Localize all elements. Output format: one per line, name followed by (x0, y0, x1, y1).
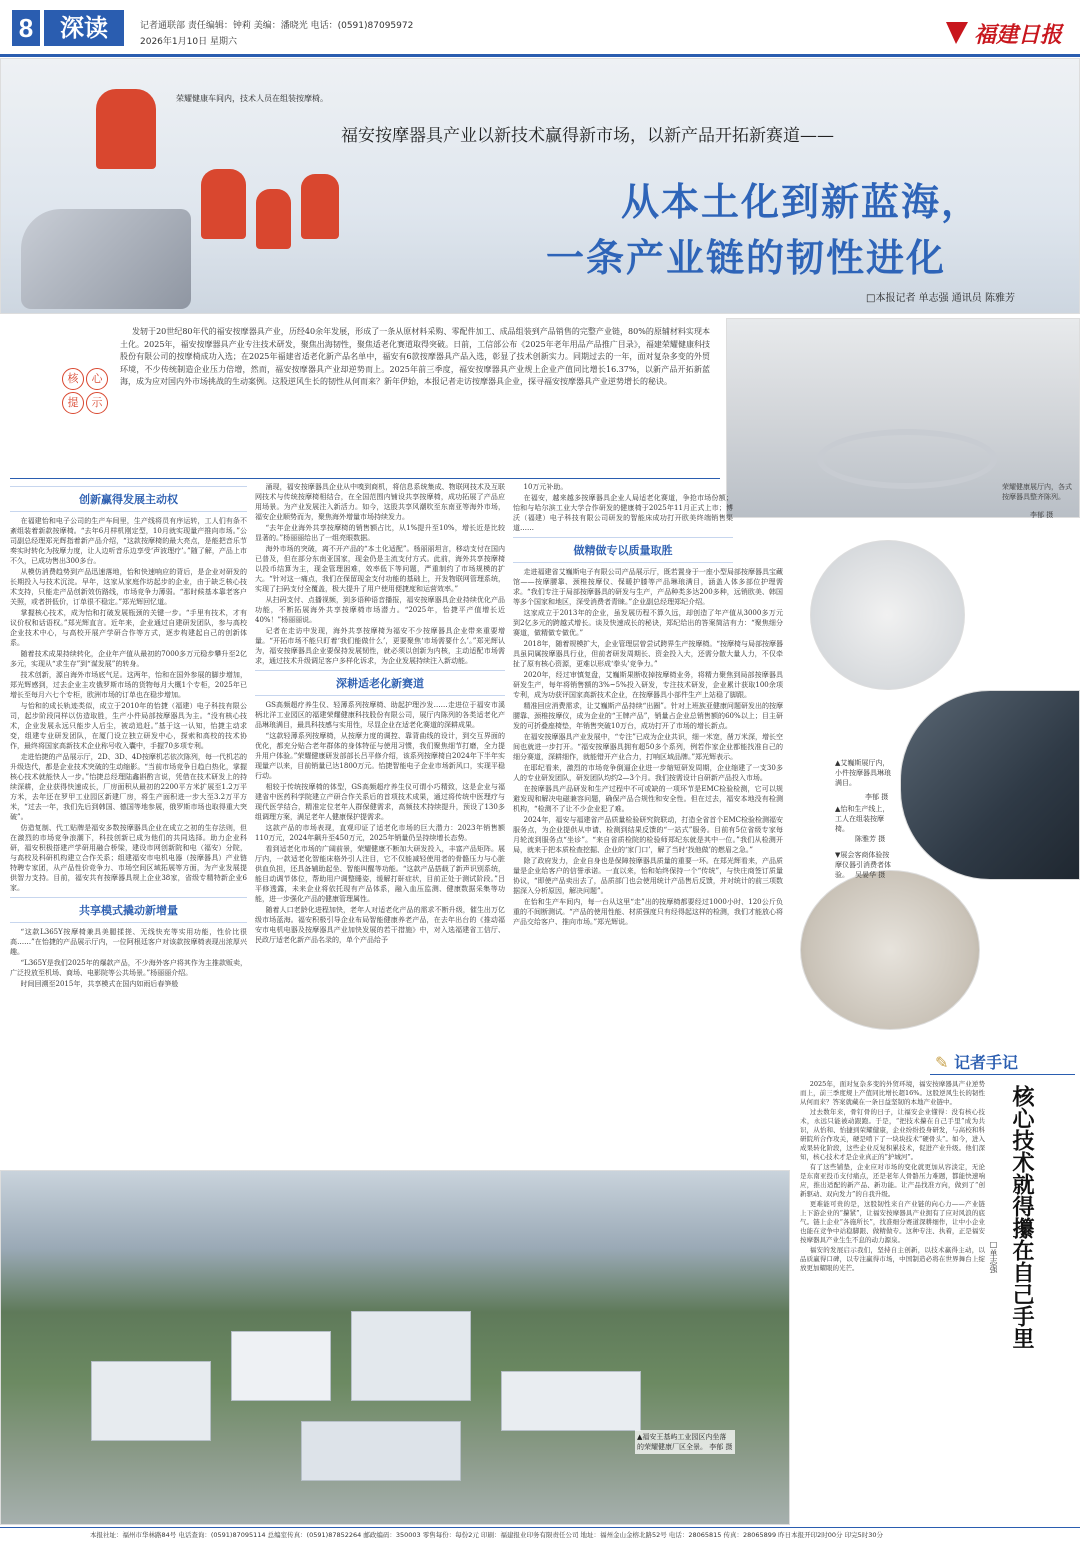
paragraph: 过去数年来，骨钉骨的日子，让福安企业懂得：没有核心技术，永远只能被动跟跑。于是，“把技术攥在自己手里”成为共识，从怡和、怡捷到荣耀健康，企业纷纷投身研发，与高校和科研院所合作攻关，硬是啃下了一块块技术“硬骨头”。如今，进入成果转化阶段，这些企业反复积累技术，促进产业升级。他们深知，核心技术才是企业真正的“护城河”。 (800, 1108, 985, 1161)
notebook-title: 核心技术就得攥在自己手里 (1009, 1085, 1035, 1349)
paragraph: 走进怡捷的产品展示厅，2D、3D、4D按摩机芯依次陈列，每一代机芯的升级迭代，都是企业技术突破的生动缩影。“当前市场竞争日趋白热化，掌握核心技术就能快人一步。”怡捷总经理陆鑫斟酌言说，凭借在技术研发上的持续深耕，企业获得快速成长，厂房面积从最初的2200平方米扩展至1.2万平方米，去年还在罗甲工业园区新建厂房，将生产面积进一步大至3.2万平方米，“过去一年，我们先后到韩国、德国等地参展，俄罗斯市场也取得重大突破”。 (10, 753, 247, 821)
paragraph: 看到适老化市场的广阔前景，荣耀健康不断加大研发投入，丰富产品矩阵。展厅内，一款适老化智能床格外引人注目，它不仅能减轻使用者的骨骼压力与心脏供血负担，还具备辅助起坐、智能叫醒等功能。“这款产品搭载了新声识别系统，能目动调节体位，帮助用户调整睡姿，缓解打鼾症状，目前正处于测试阶段。”吕平修透露，未来企业将依托现有产品体系，融入血压监测、健康数据采集等功能，进一步强化产品的健康管理属性。 (255, 845, 505, 903)
small-products-caption: ▲艾巍斯展厅内，小件按摩器具琳琅满目。 (835, 759, 891, 787)
headline-title-2: 一条产业链的韧性进化 (546, 236, 947, 280)
building-block (91, 1361, 211, 1441)
paragraph: 海外市场的突破，离不开产品的“本土化适配”。杨丽丽坦言，移动支付在国内已普及，但在部分东南亚国家，现金仍是主流支付方式。此前，海外共享按摩椅以投币结算为主，现金管理困难，效率低下等问题，严重制约了市场规模的扩大。“针对这一痛点，我们在保留现金支付功能的基础上，开发物联网管理系统，实现了扫码支付全覆盖，极大提升了用户使用便捷度和运营效率。” (255, 545, 505, 593)
core-summary-text: 发轫于20世纪80年代的福安按摩器具产业，历经40余年发展，形成了一条从原材料采购、零配件加工、成品组装到产品销售的完整产业链，80%的原辅材料实现本土化。2025年，福安按摩器具产业专注技术研发，聚焦出海韧性，聚焦适老化赛道取得突破。日前，工信部公布《2025年老年用品产品推广目录》，福建荣耀健康科技股份有限公司的按摩椅成功入选；在2025年福建省适老化新产品名单中，福安有6款按摩器具产品入选，彰显了技术创新实力。同期过去的一年，面对复杂多变的外贸环境，不少传统制造企业压力倍增，然而，福安按摩器具产业却逆势而上。2025年前三季度，福安按摩器具产业规上企业产值同比增长16.37%，以新产品开拓新蓝海，成为应对国内外市场挑战的生动案例。这股逆风生长的韧性从何而来？新年伊始，本报记者走访按摩器具企业，探寻福安按摩器具产业逆势增长的秘诀。 (120, 327, 710, 386)
expo-credit: 吴晏华 摄 (855, 871, 886, 879)
section-heading: 深耕适老化新赛道 (255, 670, 505, 696)
paragraph: 2020年，经过审慎复盘，艾巍斯果断收掉按摩椅业务，将精力聚焦到局部按摩器具研发生产，每年将销售额的3%~5%投入研发，专注技术研发，企业累计获取100余项专利，成为功获评国家高新技术企业，在按摩器具小部件生产上站稳了脚跟。 (513, 671, 783, 699)
header-rule (0, 54, 1080, 57)
footer-rule (0, 1527, 1080, 1528)
paragraph: 涌现，福安按摩器具企业从中嗅到商机，将信息系统集成、物联网技术及互联网技术与传统按摩椅相结合，在全国范围内铺设共享按摩椅，成功拓展了产品应用场景。为产业发展注入新活力。如今，这股共享风潮吹至东南亚等海外市场，福安企业顺势而为，聚焦海外增量市场持续发力。 (255, 483, 505, 521)
industrial-park-photo (0, 1170, 790, 1525)
section-heading: 共享模式撬动新增量 (10, 897, 247, 923)
paragraph: 在福安按摩器具产业发展中，“专注”已成为企业共识，细一米宽，凿万米深，增长空间也就进一步打开。“福安按摩器具拥有超50多个系列，例若作家企业都能找准自己的细分赛道，深耕细作，就能错开产业合力，打响区域品牌。”郑光辉表示。 (513, 733, 783, 761)
building-block (501, 1371, 641, 1431)
header-bar (0, 0, 1080, 58)
paragraph: 从扫码支付、点播视频，到多语种语音播报，福安按摩器具企业持续优化产品功能，不断拓展海外共享按摩椅市场潜力。“2025年，怡捷平产值增长近40%！”杨丽丽说。 (255, 596, 505, 624)
building-block (301, 1421, 461, 1481)
paragraph: 相较于传统按摩椅的体型，GS高频超疗养生仪可谓小巧精致，这是企业与福建省中医药科学院建立产研合作关系后的首项技术成果，通过将传统中医理疗与现代医学结合，精准定位老年人群保健需求，高频技术持续提升，预设了130多组调理方案，满足老年人健康保护提需求。 (255, 783, 505, 821)
issue-date: 2026年1月10日 星期六 (140, 37, 237, 47)
notebook-label: ✎ 记者手记 (935, 1053, 1018, 1072)
column-2 (255, 482, 505, 1172)
headline-kicker: 福安按摩器具产业以新技术赢得新市场，以新产品开拓新赛道—— (341, 126, 834, 146)
building-block (351, 1311, 471, 1401)
paragraph: 精准回应消费需求，让艾巍斯产品持续“出圈”。针对上班族亚健康问题研发出的按摩腰靠、颈椎按摩仪，成为企业的“王牌产品”，销量占企业总销售额的60%以上；目主研发的可折叠座椅垫，年销售突破10万台，成功打开了市场的增长新点。 (513, 702, 783, 730)
paragraph: 与怡和的成长轨迹类似，成立于2010年的怡捷（福建）电子科技有限公司，起步阶段同样以仿造取胜，生产小件局部按摩器具为主。“没有核心技术，企业发展永远只能步人后尘，被动追赶。”基于这一认知，怡捷主动求变，组建专业研发团队，在厦门设立独立研发中心，探索和高校的技术协作，最终将国家高新技术企业称号收入囊中，手握70多项专利。 (10, 702, 247, 750)
paragraph: 在按摩器具产品研发和生产过程中不可或缺的一项环节是EMC检验检测，它可以规避发现和解决电磁兼容问题，确保产品合规性和安全性。但在过去，福安本地没有检测机构，“检测不了让不少企业犯了难。 (513, 785, 783, 813)
worker-figure (256, 189, 291, 249)
top-banner-photo (0, 58, 1080, 314)
byline: □本报记者 单志强 通讯员 陈雅芳 (866, 293, 1015, 304)
section-tag: 深读 (44, 10, 124, 46)
pen-icon: ✎ (935, 1053, 949, 1072)
paragraph: 10万元补助。 (523, 483, 568, 491)
worker-figure (301, 174, 339, 239)
paragraph: 更难能可贵的是，这股韧性来自产业链的向心力——产业链上下游企业的“攥紧”，让福安按摩器具产业拥有了应对风浪的底气。链上企业“各施所长”，找准细分赛道深耕细作，让中小企业也能在竞争中站稳脚跟、做精做专。这种专注、执着，正是福安按摩器具产业生生不息的动力源泉。 (800, 1200, 985, 1244)
paragraph: 记者在走访中发现，海外共享按摩椅为福安不少按摩器具企业带来重要增量。“开拓市场不能只盯着‘我们能做什么’，更要聚焦‘市场需要什么’。”郑光辉认为，福安按摩器具企业要保持发展韧性，就必须以创新为内核，主动适配市场需求，通过技术升级调足客户多样化诉求，为企业发展持续注入新动能。 (255, 627, 505, 665)
small-products-photo (810, 540, 965, 690)
page-number-badge: 8 (12, 10, 40, 46)
showroom-caption: 荣耀健康展厅内，各式按摩器具整齐陈列。 (1002, 483, 1072, 501)
paragraph: 有了这些铺垫，企业应对市场的变化就更加从容淡定，无论是东南亚投币支付痛点，还是老年人骨骼压力难题，都能快速响应，推出适配的新产品、新功能。让产品找准方向，做到了“创新驱动、双向发力”的自我升级。 (800, 1163, 985, 1198)
paragraph: 仿造复制、代工贴牌是福安多数按摩器具企业在成立之初的生存法则，但在激烈的市场竞争浪潮下，科技创新已成为他们的共同选择。助力企业科研，福安积极搭建产学研用融合桥梁，建设市网创新院和电（福安）分院，与高校及科研机构建立合作关系；组建福安市电机电器（按摩器具）产业链特聘专家团，从产品性价竞争力、市场空间区域拓展等方面，为产业发展提供智力支持。目前，福安共有按摩器具规上企业38家，省级专精特新企业6家。 (10, 824, 247, 892)
notebook-author: □单志强 (989, 1240, 998, 1273)
worker-figure (96, 89, 156, 169)
paragraph: 福安的发展启示我们，坚持自主创新，以技术赢得主动，以品质赢得口碑，以专注赢得市场，中国制造必将在世界舞台上绽放更加耀眼的光芒。 (800, 1246, 985, 1272)
paragraph: 随着技术成果持续转化，企业年产值从最初的7000多万元稳步攀升至2亿多元，实现从“求生存”到“谋发展”的转身。 (10, 650, 247, 668)
paragraph: “这款轻薄系列按摩椅，从按摩力度的调控、靠背曲线的设计，到交互界面的优化，都充分贴合老年群体的身体特征与使用习惯，我们聚焦细节打磨，全力提升用户体验。”荣耀健康研发部部长吕平修介绍，该系列按摩椅自2024年下半年实现量产以来，目前销量已达1800万元。怡捷智能电子企业市场新风口，实现平稳行动。 (255, 732, 505, 780)
paragraph: 这款产品的市场表现，直观印证了适老化市场的巨大潜力：2023年销售额110万元，2024年飙升至450万元，2025年销量仍呈持续增长态势。 (255, 824, 505, 842)
paragraph: 走进福建省艾巍斯电子有限公司产品展示厅，既若置身于一座小型局部按摩器具宝藏馆——按摩腰靠、颈椎按摩仪、保暖护膝等产品琳琅满目，涵盖人体多部位护理需求。“我们专注于局部按摩器具的研发与生产，产品种类多达200多种，远销欧美、韩国等多个国家和地区，深受消费者青睐。”企业副总经理郑纪介绍。 (513, 568, 783, 606)
showroom-ring (817, 429, 997, 489)
expo-caption: ▼展会客商体验按摩仪器引消费者体验。 (835, 851, 891, 879)
showroom-credit: 李郁 摄 (1030, 511, 1054, 519)
assembly-credit: 陈雅芳 摄 (855, 835, 886, 843)
assembly-caption: ▲怡和生产线上，工人在组装按摩椅。 (835, 805, 890, 833)
paragraph: GS高频超疗养生仪、轻薄系列按摩椅、助起护理沙发……走进位于福安市溪柄北洋工业园区的福建荣耀健康科技股份有限公司，展厅内陈列的各类适老化产品琳琅满目，最具科技感与实用性，尽显企业在适老化赛道的深耕成果。 (255, 701, 505, 729)
paragraph: 这家成立于2013年的企业，虽发展历程不算久远，却创造了年产值从3000多万元到2亿多元的跨越式增长。谈及快速成长的秘诀，郑纪给出的答案简洁有力：“聚焦细分赛道，做精做专做优。” (513, 609, 783, 637)
paragraph: 2025年，面对复杂多变的外贸环境，福安按摩器具产业逆势而上，前三季度规上产值同比增长超16%。这股逆风生长的韧性从何而来？答案就藏在一条日益坚韧的本地产业链中。 (800, 1080, 985, 1106)
headline-title-1: 从本土化到新蓝海， (621, 180, 982, 224)
caption-text: ▲福安王基屿工业园区内坐落的荣耀健康厂区全景。 (637, 1433, 727, 1451)
paragraph: “去年企业海外共享按摩椅的销售额占比，从1%提升至10%，增长近是比较显著的。”杨丽丽给出了一组亮眼数据。 (255, 524, 505, 542)
paragraph: 从模仿消费趋势到产品迅速落地，怡和快速响应的背后，是企业对研发的长期投入与技术沉淀。早年，这家从家庭作坊起步的企业，由于缺乏核心技术支持，只能走产品创新效仿路线，市场竞争力薄弱。“那时候基本靠老客户关照，或者拼低价，订单很不稳定。”郑光辉回忆道。 (10, 568, 247, 606)
paragraph: 2018年，随着规模扩大，企业管理层曾尝试跨界生产按摩椅。“按摩椅与局部按摩器具虽同属按摩器具行业，但前者研发周期长、资金投入大，还需分散大量人力，不仅牵扯了原有核心资源，更难以形成‘拳头’竞争力。” (513, 640, 783, 668)
paragraph: 2024年，福安与福建省产品质量检验研究院联动，打造全省首个EMC检验检测福安服务点，为企业提供从申请、检测到结果反馈的“一站式”服务。目前有5位省级专家每月轮流到服务点“坐诊”。“来自省质检院的检验师郑纪东就是其中一位。”我们从检测开局，就来于把本质检查挖掘、企业的‘家门口’，解了当时‘找他做’的燃眉之急。” (513, 816, 783, 854)
paragraph: 除了政府发力，企业自身也是保障按摩器具质量的重要一环。在郑光辉看来，产品质量是企业给客户的信誉承诺。一直以来，怡和始终保持一个“传统”，与快庄商签订质量协议，“即使产品卖出去了，品质部门也会使用统计产品售后反馈，并对统计的前三项数据深入分析原因，解决问题”。 (513, 857, 783, 895)
worker-figure (201, 169, 246, 239)
photo-caption: 荣耀健康车间内，技术人员在组装按摩椅。 (176, 94, 328, 103)
expo-photo (800, 870, 980, 1030)
paragraph: “这款L365Y按摩椅兼具美腿揉搓、无线快充等实用功能，性价比很高……”在怡捷的产品展示厅内，一位阿根廷客户对该款按摩椅表现出浓厚兴趣。 (10, 928, 247, 956)
section-heading: 创新赢得发展主动权 (10, 486, 247, 512)
footer-line: 本报社址：福州市华林路84号 电话查询：(0591)87095114 总编室传真：(0591)87852264 邮政编码：350003 零售每份：每份2元 印刷：福建报业印务有限责任公司 地址：福州金山金榕北路52号 电话：28065815 传真：28065899 昨日本报开印2时00分 印完5时30分 (90, 1531, 884, 1539)
paragraph: “L365Y是我们2025年的爆款产品，不少海外客户将其作为主推款贩卖，广泛投放至机场、商场、电影院等公共场景。”杨丽丽介绍。 (10, 959, 247, 977)
paragraph: 在福建怡和电子公司的生产车间里，生产线将员有序运转，工人们有条不紊组装着新款按摩椅。“去年6月样机刚定型，10月就实现量产推向市场。”公司副总经理郑光辉指着新产品介绍，“这款按摩椅的最大亮点，是能把音乐节奏实时转化为按摩力度，让人边听音乐边享受‘声波理疗’。”随了解，产品上市不久，已成功售出300多台。 (10, 517, 247, 565)
paragraph: 在耶纪看来，激烈的市场竞争倒逼企业进一步缩短研发周期，企业缩建了一支30多人的专业研发团队，研发团队均约2—3个月。我们按需设计自研新产品投入市场。 (513, 764, 783, 782)
building-block (231, 1331, 331, 1401)
paragraph: 时间回溯至2015年，共享模式在国内如雨后春笋般 (20, 980, 179, 988)
summary-divider (10, 478, 720, 479)
editor-line: 记者通联部 责任编辑：钟莉 美编：潘晓光 电话：(0591)87095972 (140, 21, 414, 31)
notebook-body (800, 1080, 985, 1415)
masthead-logo: 福建日报 (944, 18, 1070, 50)
masthead-emblem-icon (944, 18, 970, 46)
bottom-photo-caption (635, 1430, 735, 1454)
core-summary-badge: 核 心 提 示 (62, 368, 110, 416)
paragraph: 在福安，越来越多按摩器具企业人局适老化赛道，争抢市场份额；怡和与哈尔滨工业大学合作研发的健康椅于2025年11月正式上市；博沃（福建）电子科技有限公司研发的智能床成功打开欧美终端销售渠道…… (513, 494, 733, 532)
paragraph: 技术创新，源自海外市场底气足。这两年，怡和在国外参展的脚步增加，郑光辉感到，过去企业主攻俄罗斯市场的货物每月大概1个专柜，2025年已增长至每月六七个专柜，欧洲市场的订单也在稳步增加。 (10, 671, 247, 699)
section-heading: 做精做专以质量取胜 (513, 537, 733, 563)
massage-chairs (21, 209, 191, 309)
paragraph: 掌握核心技术，成为怡和打破发展瓶颈的关键一步。“手里有技术，才有议价权和话语权。”郑光辉直言。近年来，企业通过自建研发团队，参与高校企业技术中心，与高校开展产学研合作等方式，逐步构建起自己的创新体系。 (10, 609, 247, 647)
notebook-rule (930, 1074, 1075, 1075)
small-products-credit: 李郁 摄 (865, 793, 889, 801)
column-3 (513, 482, 793, 1172)
assembly-line-photo (900, 690, 1080, 880)
caption-credit: 李郁 摄 (709, 1443, 733, 1451)
column-1 (10, 482, 247, 1172)
paragraph: 在怡和生产车间内，每一台从这里“走”出的按摩椅都要经过1000小时、120公斤负重的不间断测试。“产品的使用性能、材质强度只有经得起这样的检测，我们才能放心将产品交给客户、推向市场。”郑光辉说。 (513, 898, 783, 926)
paragraph: 随着人口老龄化进程加快，老年人对适老化产品的需求不断升级，催生出万亿级市场蓝海。福安积极引导企业布局智能健康养老产品，在去年出台的《推动福安市电机电器及按摩器具产业加快发展的若干措施》中，对入选福建省工信厅、民政厅适老化新产品名录的，单个产品给予 (255, 906, 505, 944)
